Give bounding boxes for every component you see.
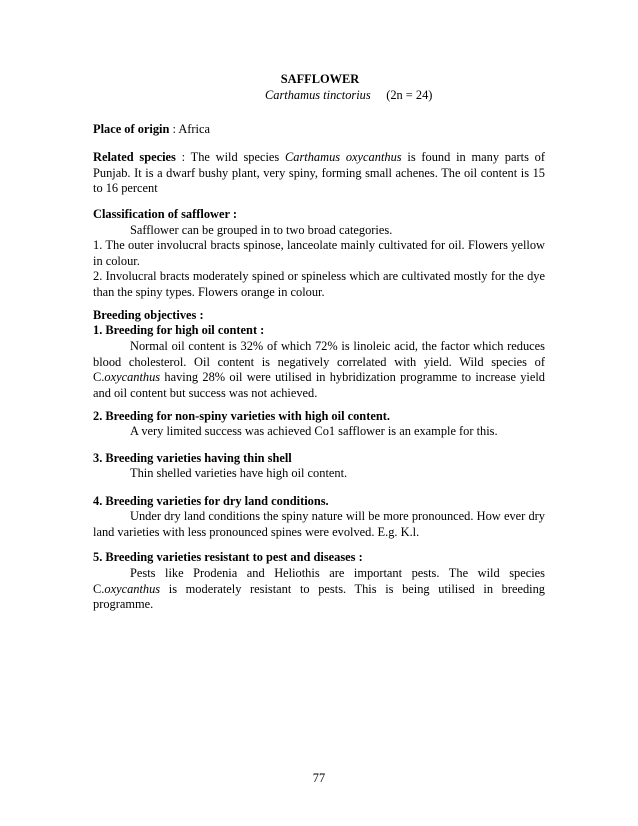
page-number: 77: [312, 771, 326, 785]
objective-1-text-1: Normal oil content is 32% of which 72% is linoleic acid, the factor which reduces blood cholesterol. Oil content is negatively correlated with yield. Wild species of C.: [93, 339, 545, 385]
origin-separator: :: [169, 122, 179, 136]
objective-5-body: [93, 566, 545, 613]
classification-item-1: 1. The outer involucral bracts spinose, lanceolate mainly cultivated for oil. Flowers yellow in colour.: [93, 238, 545, 268]
objective-5-text-2: is moderately resistant to pests. This is being utilised in breeding programme.: [93, 581, 545, 612]
related-text-2: is found in many parts of Punjab. It is a dwarf bushy plant, very spiny, forming small achenes. The oil content is 15 to 16 percent: [93, 150, 545, 196]
objective-5-species: oxycanthus: [104, 581, 161, 596]
objective-1-text-2: having 28% oil were utilised in hybridization programme to increase yield and oil content but success was not achieved.: [93, 370, 545, 400]
origin-label: Place of origin: [93, 122, 170, 136]
objective-1-heading: 1. Breeding for high oil content :: [93, 323, 265, 337]
objective-5-text-1: Pests like Prodenia and Heliothis are important pests. The wild species C.: [93, 566, 545, 596]
objective-2-body: A very limited success was achieved Co1 safflower is an example for this.: [130, 424, 498, 438]
objective-1-species: oxycanthus: [104, 370, 161, 385]
chromosome-count: (2n = 24): [386, 88, 433, 102]
species-name: Carthamus tinctorius: [265, 88, 371, 102]
objective-2-heading: 2. Breeding for non-spiny varieties with high oil content.: [93, 409, 390, 423]
origin-line: [93, 122, 545, 138]
objective-1-body: [93, 339, 545, 401]
classification-heading: Classification of safflower :: [93, 207, 237, 221]
origin-value: Africa: [178, 122, 211, 136]
objective-3-heading: 3. Breeding varieties having thin shell: [93, 451, 292, 465]
related-label: Related species: [93, 150, 176, 164]
related-species-name: Carthamus oxycanthus: [285, 150, 402, 164]
related-species-paragraph: [93, 150, 545, 197]
related-text-1: The wild species: [190, 150, 286, 164]
objectives-heading: Breeding objectives :: [93, 308, 204, 322]
related-separator: :: [175, 150, 191, 164]
classification-item-2: 2. Involucral bracts moderately spined or spineless which are cultivated mostly for the dye than the spiny types. Flowers orange in colour.: [93, 269, 545, 299]
objective-4-body: Under dry land conditions the spiny nature will be more pronounced. How ever dry land varieties with less pronounced spines were evolved. E.g. K.l.: [93, 509, 545, 539]
document-title: SAFFLOWER: [280, 72, 360, 86]
species-line: [265, 88, 432, 104]
objective-4-heading: 4. Breeding varieties for dry land conditions.: [93, 494, 329, 508]
objective-5-heading: 5. Breeding varieties resistant to pest and diseases :: [93, 550, 363, 564]
objective-3-body: Thin shelled varieties have high oil content.: [130, 466, 348, 480]
classification-intro: Safflower can be grouped in to two broad categories.: [130, 223, 393, 237]
